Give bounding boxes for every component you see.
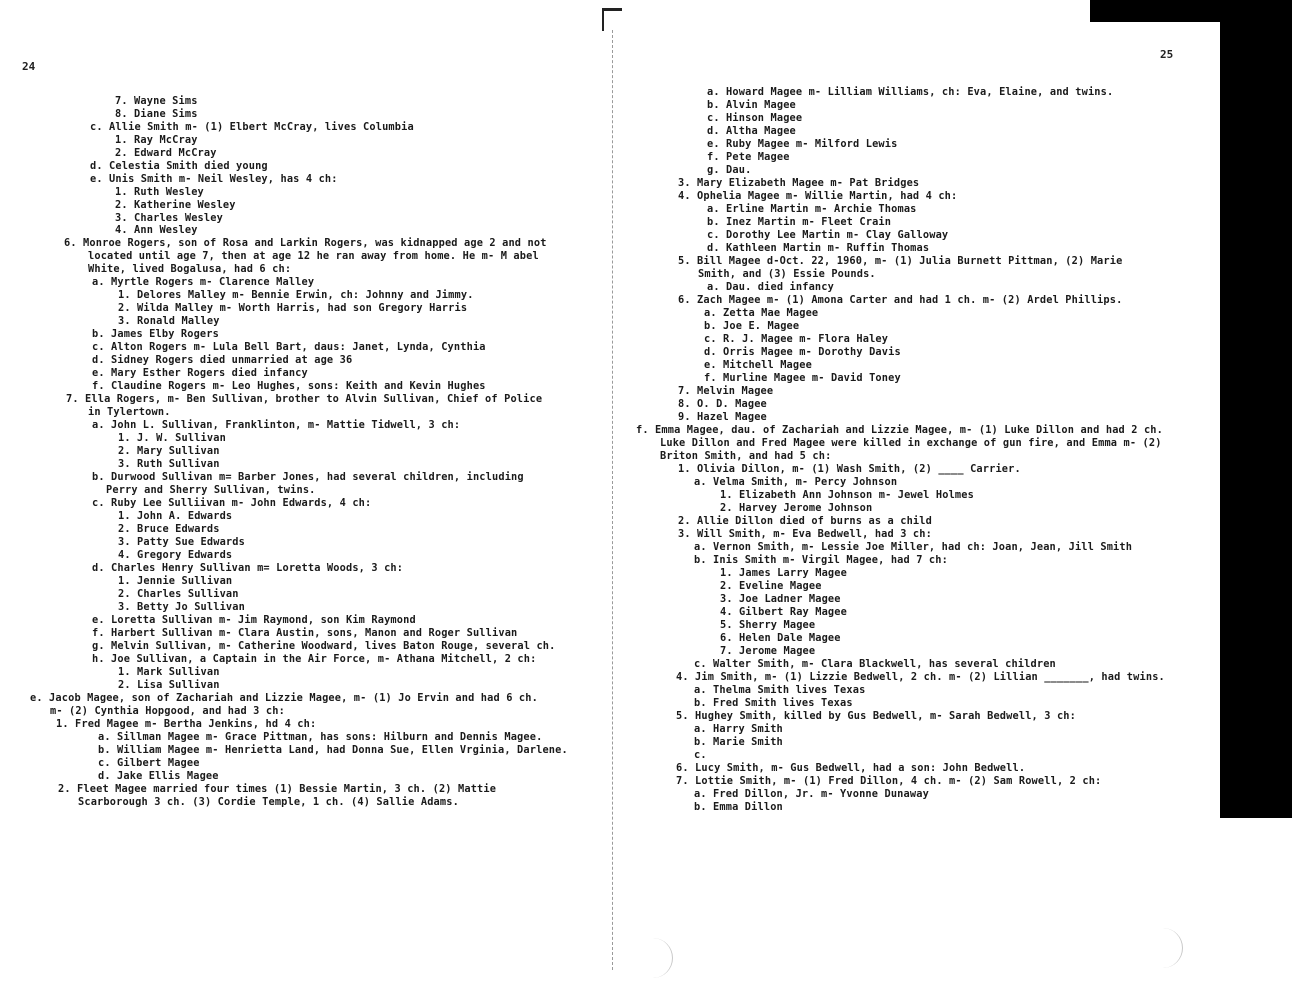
text-line: 8. O. D. Magee [678,398,767,410]
text-line: 2. Fleet Magee married four times (1) Bessie Martin, 3 ch. (2) Mattie [58,783,497,795]
text-line: 4. Jim Smith, m- (1) Lizzie Bedwell, 2 ch. m- (2) Lillian _______, had twins. [676,671,1165,683]
scan-edge-shadow-right [1220,0,1292,818]
text-line: 3. Ruth Sullivan [118,458,220,470]
text-line: 5. Sherry Magee [720,619,816,631]
text-line: 2. Allie Dillon died of burns as a child [678,515,932,527]
text-line: 2. Lisa Sullivan [118,679,220,691]
text-line: 7. Wayne Sims [115,95,198,107]
text-line: b. Inez Martin m- Fleet Crain [707,216,892,228]
page-gutter [612,30,614,970]
text-line: 4. Gilbert Ray Magee [720,606,847,618]
text-line: e. Loretta Sullivan m- Jim Raymond, son Kim Raymond [92,614,416,626]
text-line: 1. Mark Sullivan [118,666,220,678]
text-line: located until age 7, then at age 12 he ran away from home. He m- M abel [88,250,539,262]
text-line: d. Sidney Rogers died unmarried at age 36 [92,354,353,366]
text-line: c. [694,749,707,761]
text-line: d. Charles Henry Sullivan m= Loretta Woods, 3 ch: [92,562,404,574]
text-line: 2. Katherine Wesley [115,199,236,211]
text-line: e. Mitchell Magee [704,359,812,371]
text-line: in Tylertown. [88,406,171,418]
text-line: a. Erline Martin m- Archie Thomas [707,203,917,215]
text-line: f. Pete Magee [707,151,790,163]
text-line: 7. Jerome Magee [720,645,816,657]
text-line: a. Howard Magee m- Lilliam Williams, ch: Eva, Elaine, and twins. [707,86,1114,98]
text-line: d. Kathleen Martin m- Ruffin Thomas [707,242,930,254]
text-line: 1. J. W. Sullivan [118,432,226,444]
text-line: a. Vernon Smith, m- Lessie Joe Miller, had ch: Joan, Jean, Jill Smith [694,541,1133,553]
text-line: d. Celestia Smith died young [90,160,268,172]
binding-arc-left [650,938,673,978]
text-line: 5. Hughey Smith, killed by Gus Bedwell, m- Sarah Bedwell, 3 ch: [676,710,1077,722]
text-line: 7. Lottie Smith, m- (1) Fred Dillon, 4 ch. m- (2) Sam Rowell, 2 ch: [676,775,1102,787]
text-line: b. Marie Smith [694,736,783,748]
text-line: a. Harry Smith [694,723,783,735]
text-line: 2. Mary Sullivan [118,445,220,457]
text-line: 9. Hazel Magee [678,411,767,423]
text-line: g. Dau. [707,164,752,176]
text-line: f. Murline Magee m- David Toney [704,372,901,384]
text-line: 3. Will Smith, m- Eva Bedwell, had 3 ch: [678,528,932,540]
text-line: 6. Helen Dale Magee [720,632,841,644]
text-line: a. Dau. died infancy [707,281,834,293]
text-line: Perry and Sherry Sullivan, twins. [106,484,316,496]
text-line: 1. Delores Malley m- Bennie Erwin, ch: Johnny and Jimmy. [118,289,474,301]
text-line: 2. Eveline Magee [720,580,822,592]
text-line: 6. Lucy Smith, m- Gus Bedwell, had a son: John Bedwell. [676,762,1026,774]
text-line: 4. Gregory Edwards [118,549,233,561]
text-line: m- (2) Cynthia Hopgood, and had 3 ch: [50,705,285,717]
right-page-number: 25 [1160,48,1174,61]
binding-arc-right [1160,928,1183,968]
text-line: 2. Edward McCray [115,147,217,159]
text-line: 1. Ray McCray [115,134,198,146]
text-line: b. Emma Dillon [694,801,783,813]
text-line: c. Walter Smith, m- Clara Blackwell, has several children [694,658,1056,670]
text-line: a. Velma Smith, m- Percy Johnson [694,476,898,488]
text-line: Luke Dillon and Fred Magee were killed in exchange of gun fire, and Emma m- (2) [660,437,1162,449]
text-line: a. John L. Sullivan, Franklinton, m- Mattie Tidwell, 3 ch: [92,419,461,431]
text-line: d. Orris Magee m- Dorothy Davis [704,346,901,358]
text-line: c. Ruby Lee Sulliivan m- John Edwards, 4 ch: [92,497,372,509]
text-line: c. Alton Rogers m- Lula Bell Bart, daus: Janet, Lynda, Cynthia [92,341,486,353]
binding-mark [602,8,622,31]
text-line: Scarborough 3 ch. (3) Cordie Temple, 1 ch. (4) Sallie Adams. [78,796,459,808]
text-line: 3. Charles Wesley [115,212,223,224]
text-line: h. Joe Sullivan, a Captain in the Air Force, m- Athana Mitchell, 2 ch: [92,653,537,665]
text-line: 6. Monroe Rogers, son of Rosa and Larkin Rogers, was kidnapped age 2 and not [64,237,547,249]
text-line: 8. Diane Sims [115,108,198,120]
text-line: 1. Ruth Wesley [115,186,204,198]
text-line: a. Myrtle Rogers m- Clarence Malley [92,276,315,288]
text-line: a. Zetta Mae Magee [704,307,819,319]
text-line: c. Dorothy Lee Martin m- Clay Galloway [707,229,949,241]
text-line: e. Mary Esther Rogers died infancy [92,367,308,379]
text-line: 7. Melvin Magee [678,385,774,397]
text-line: 3. Patty Sue Edwards [118,536,245,548]
text-line: 3. Betty Jo Sullivan [118,601,245,613]
text-line: b. Fred Smith lives Texas [694,697,853,709]
text-line: b. Alvin Magee [707,99,796,111]
text-line: e. Jacob Magee, son of Zachariah and Lizzie Magee, m- (1) Jo Ervin and had 6 ch. [30,692,538,704]
text-line: 1. Olivia Dillon, m- (1) Wash Smith, (2) ____ Carrier. [678,463,1021,475]
text-line: 1. John A. Edwards [118,510,233,522]
text-line: a. Sillman Magee m- Grace Pittman, has sons: Hilburn and Dennis Magee. [98,731,543,743]
text-line: 2. Harvey Jerome Johnson [720,502,873,514]
text-line: c. R. J. Magee m- Flora Haley [704,333,889,345]
text-line: 5. Bill Magee d-Oct. 22, 1960, m- (1) Julia Burnett Pittman, (2) Marie [678,255,1123,267]
text-line: b. James Elby Rogers [92,328,219,340]
text-line: e. Unis Smith m- Neil Wesley, has 4 ch: [90,173,338,185]
text-line: 3. Ronald Malley [118,315,220,327]
text-line: 1. James Larry Magee [720,567,847,579]
text-line: 2. Bruce Edwards [118,523,220,535]
text-line: c. Allie Smith m- (1) Elbert McCray, lives Columbia [90,121,414,133]
text-line: 1. Jennie Sullivan [118,575,233,587]
text-line: 7. Ella Rogers, m- Ben Sullivan, brother to Alvin Sullivan, Chief of Police [66,393,543,405]
text-line: 2. Wilda Malley m- Worth Harris, had son Gregory Harris [118,302,468,314]
text-line: 4. Ann Wesley [115,224,198,236]
text-line: 1. Fred Magee m- Bertha Jenkins, hd 4 ch: [56,718,317,730]
text-line: d. Jake Ellis Magee [98,770,219,782]
text-line: a. Thelma Smith lives Texas [694,684,866,696]
text-line: e. Ruby Magee m- Milford Lewis [707,138,898,150]
text-line: White, lived Bogalusa, had 6 ch: [88,263,292,275]
text-line: f. Harbert Sullivan m- Clara Austin, sons, Manon and Roger Sullivan [92,627,518,639]
text-line: b. Durwood Sullivan m= Barber Jones, had several children, including [92,471,524,483]
text-line: 2. Charles Sullivan [118,588,239,600]
text-line: 3. Joe Ladner Magee [720,593,841,605]
text-line: 4. Ophelia Magee m- Willie Martin, had 4 ch: [678,190,958,202]
text-line: c. Gilbert Magee [98,757,200,769]
left-page-number: 24 [22,60,36,73]
text-line: g. Melvin Sullivan, m- Catherine Woodward, lives Baton Rouge, several ch. [92,640,556,652]
text-line: 6. Zach Magee m- (1) Amona Carter and had 1 ch. m- (2) Ardel Phillips. [678,294,1123,306]
text-line: b. Inis Smith m- Virgil Magee, had 7 ch: [694,554,948,566]
text-line: f. Emma Magee, dau. of Zachariah and Lizzie Magee, m- (1) Luke Dillon and had 2 ch. [636,424,1163,436]
text-line: b. William Magee m- Henrietta Land, had Donna Sue, Ellen Vrginia, Darlene. [98,744,568,756]
text-line: b. Joe E. Magee [704,320,800,332]
text-line: Smith, and (3) Essie Pounds. [698,268,876,280]
text-line: f. Claudine Rogers m- Leo Hughes, sons: Keith and Kevin Hughes [92,380,486,392]
text-line: 1. Elizabeth Ann Johnson m- Jewel Holmes [720,489,974,501]
text-line: a. Fred Dillon, Jr. m- Yvonne Dunaway [694,788,929,800]
text-line: Briton Smith, and had 5 ch: [660,450,832,462]
text-line: c. Hinson Magee [707,112,803,124]
text-line: 3. Mary Elizabeth Magee m- Pat Bridges [678,177,920,189]
text-line: d. Altha Magee [707,125,796,137]
